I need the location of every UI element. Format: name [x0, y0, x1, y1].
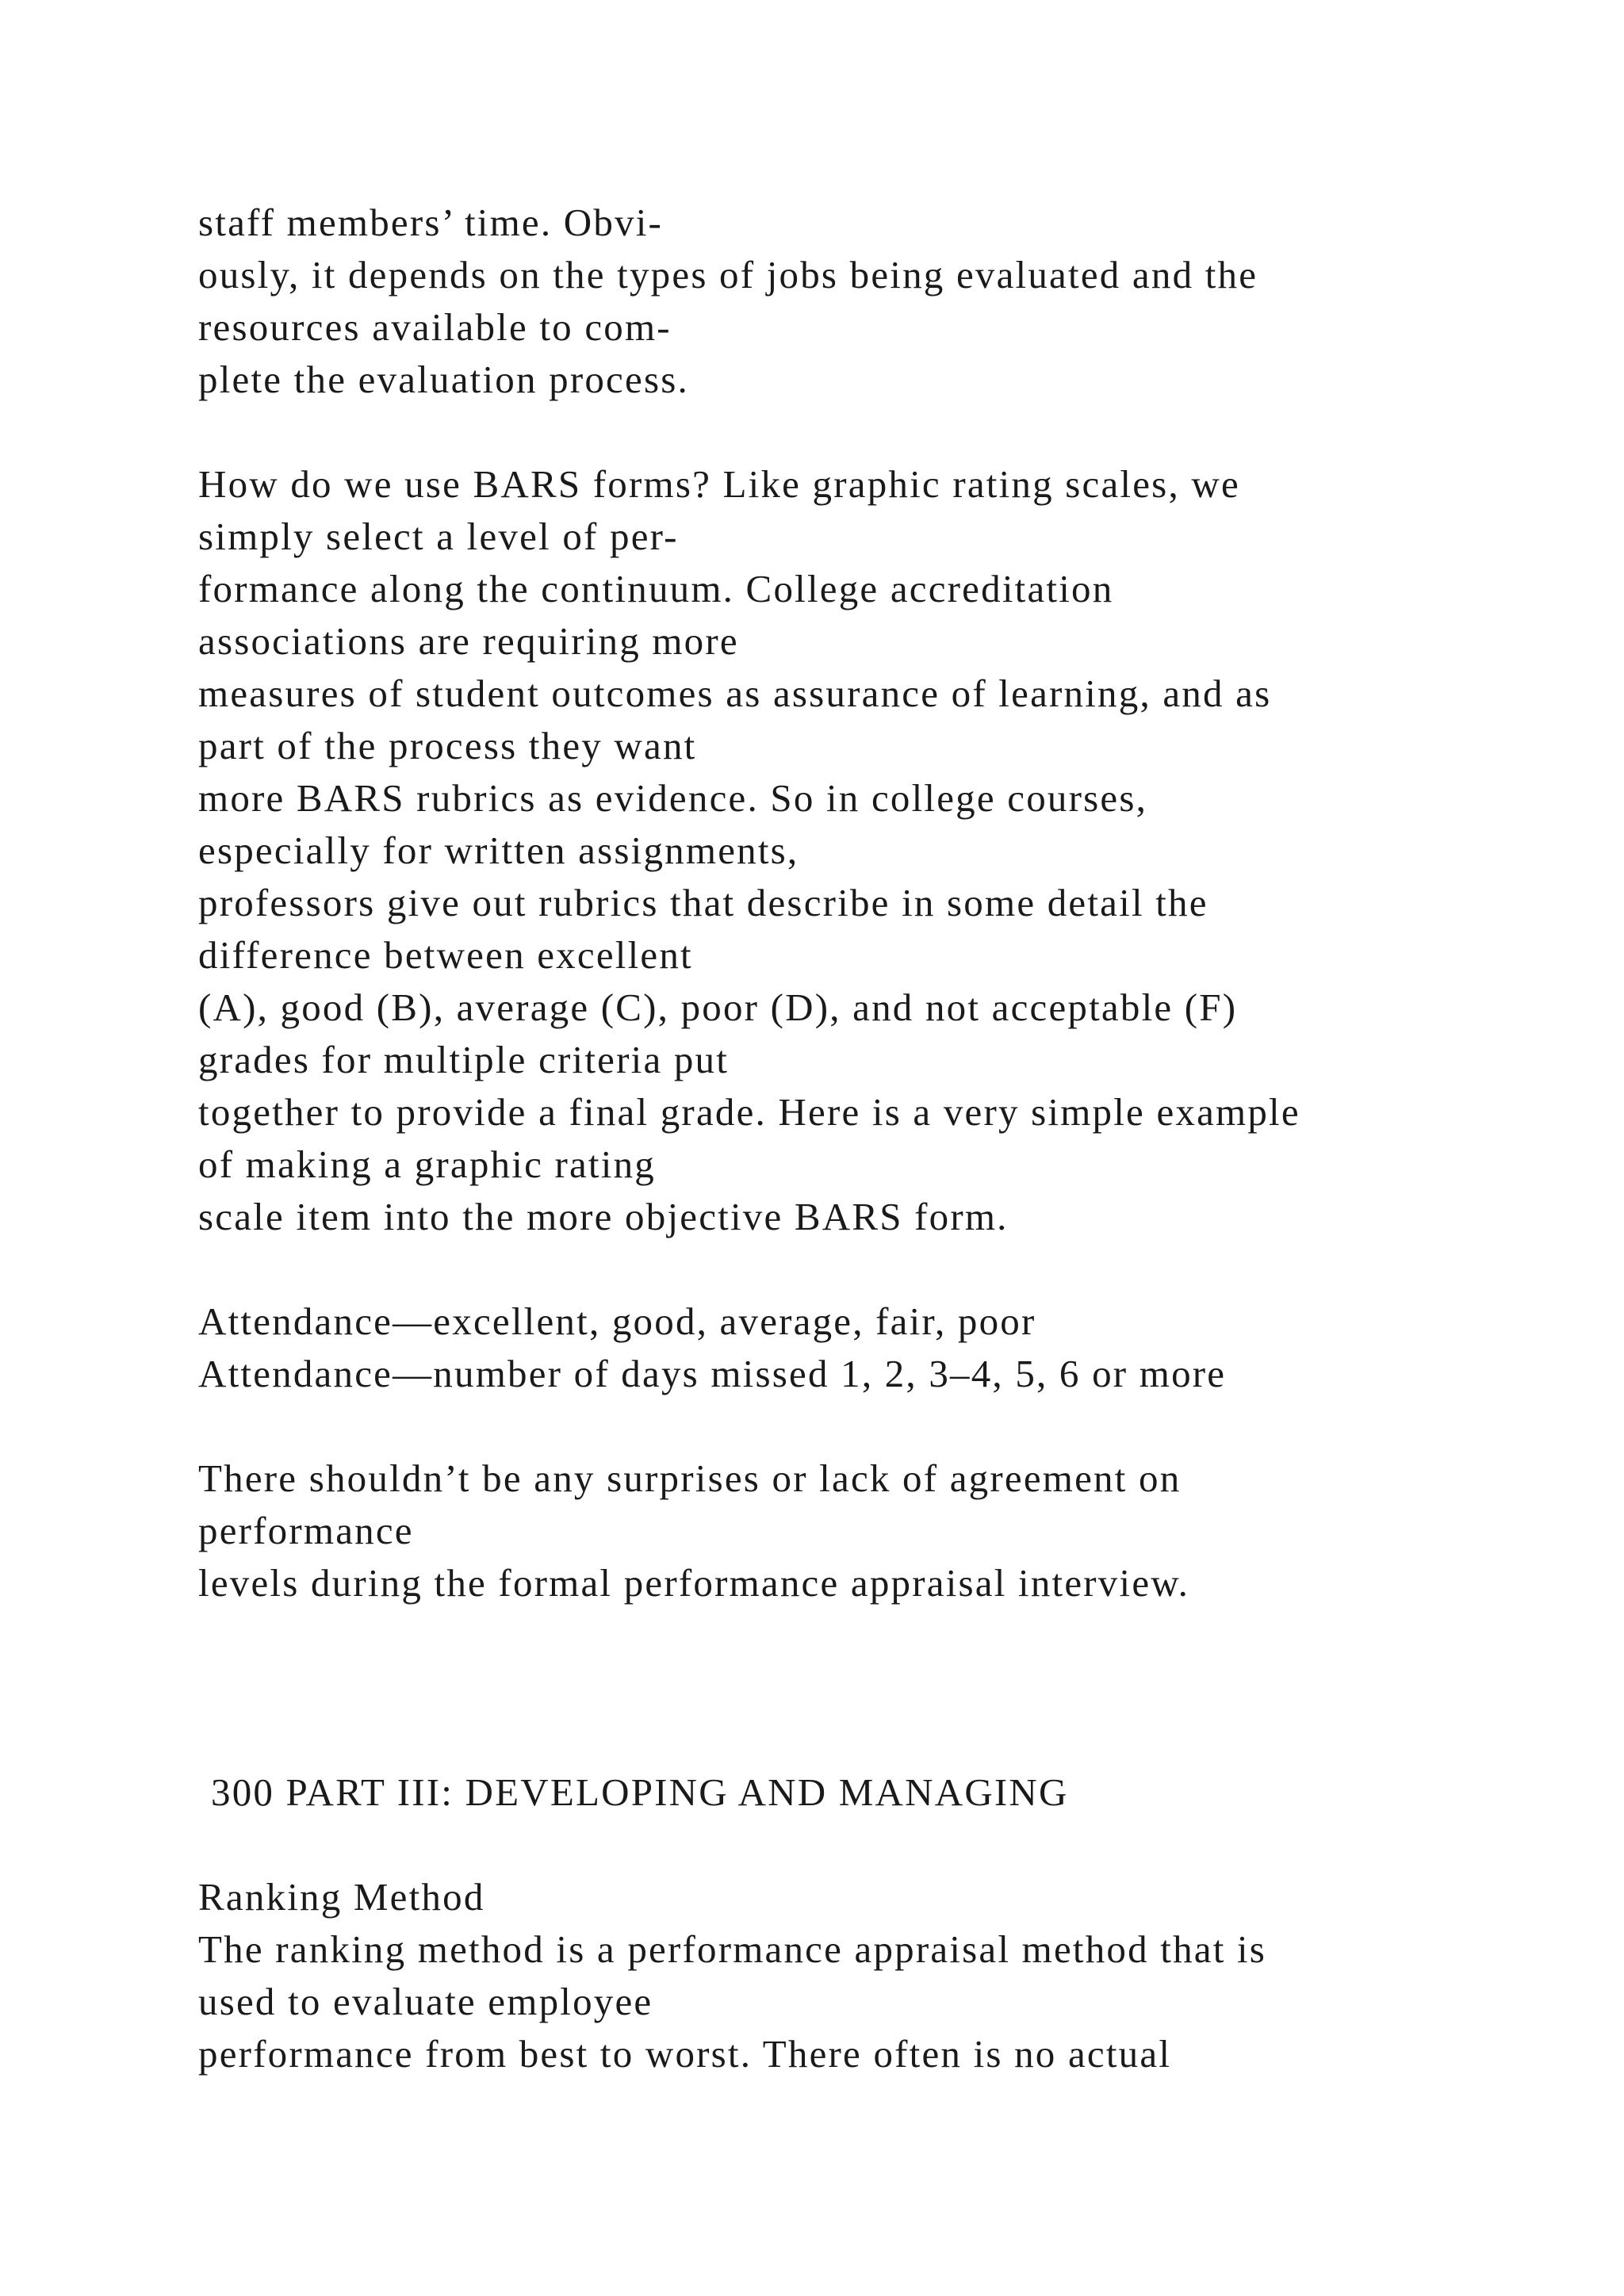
text-line: Attendance—number of days missed 1, 2, 3–4, 5, 6 or more [198, 1352, 1227, 1395]
text-line: How do we use BARS forms? Like graphic rating scales, we [198, 462, 1240, 506]
text-line: staff members’ time. Obvi- [198, 201, 664, 244]
text-line: ously, it depends on the types of jobs being evaluated and the [198, 253, 1258, 297]
text-line: especially for written assignments, [198, 828, 799, 872]
text-line: plete the evaluation process. [198, 358, 689, 401]
paragraph-break [198, 1819, 1546, 1871]
text-line: levels during the formal performance appraisal interview. [198, 1561, 1190, 1605]
text-line: scale item into the more objective BARS form. [198, 1195, 1009, 1238]
text-line: performance from best to worst. There often is no actual [198, 2032, 1172, 2076]
text-line: used to evaluate employee [198, 1980, 653, 2023]
text-line: together to provide a final grade. Here is a very simple example [198, 1090, 1300, 1134]
text-line: of making a graphic rating [198, 1142, 656, 1186]
paragraph-break [198, 406, 1546, 458]
text-line: (A), good (B), average (C), poor (D), and not acceptable (F) [198, 985, 1238, 1029]
text-line: formance along the continuum. College accreditation [198, 567, 1114, 610]
text-line: resources available to com- [198, 305, 672, 349]
text-line: measures of student outcomes as assurance of learning, and as [198, 672, 1272, 715]
text-line: There shouldn’t be any surprises or lack of agreement on [198, 1456, 1182, 1500]
text-line: Attendance—excellent, good, average, fair, poor [198, 1299, 1036, 1343]
page-header: 300 PART III: DEVELOPING AND MANAGING [211, 1770, 1069, 1814]
section-heading: Ranking Method [198, 1875, 485, 1919]
text-line: professors give out rubrics that describe in some detail the [198, 881, 1208, 924]
section-gap [198, 1609, 1546, 1766]
text-line: more BARS rubrics as evidence. So in college courses, [198, 776, 1148, 820]
text-line: The ranking method is a performance appraisal method that is [198, 1927, 1267, 1971]
text-line: associations are requiring more [198, 619, 739, 663]
text-line: performance [198, 1509, 414, 1552]
text-line: simply select a level of per- [198, 515, 679, 558]
text-line: difference between excellent [198, 933, 693, 977]
paragraph-break [198, 1243, 1546, 1295]
paragraph-break [198, 1400, 1546, 1452]
text-line: grades for multiple criteria put [198, 1038, 730, 1081]
text-line: part of the process they want [198, 724, 697, 767]
document-body [198, 197, 1546, 2080]
